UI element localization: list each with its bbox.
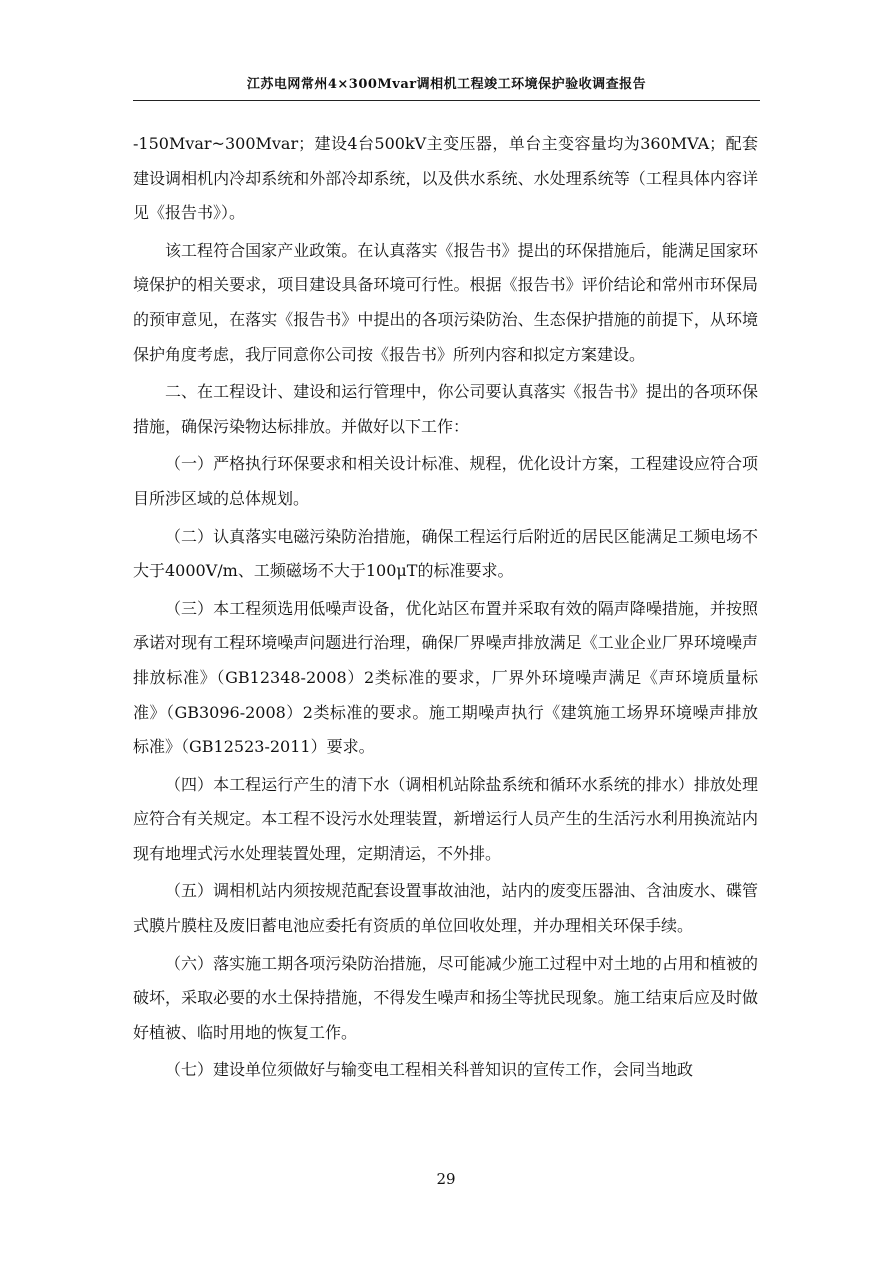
paragraph-continuation: -150Mvar~300Mvar；建设4台500kV主变压器，单台主变容量均为360MVA；配套建设调相机内冷却系统和外部冷却系统，以及供水系统、水处理系统等（工程具体内容详见《报告书》）。 xyxy=(133,134,758,223)
paragraph-item-5: （五）调相机站内须按规范配套设置事故油池，站内的废变压器油、含油废水、碟管式膜片膜柱及废旧蓄电池应委托有资质的单位回收处理，并办理相关环保手续。 xyxy=(133,881,758,936)
paragraph-item-2: （二）认真落实电磁污染防治措施，确保工程运行后附近的居民区能满足工频电场不大于4000V/m、工频磁场不大于100μT的标准要求。 xyxy=(133,526,758,581)
header-divider xyxy=(133,100,760,101)
paragraph-section-two: 二、在工程设计、建设和运行管理中，你公司要认真落实《报告书》提出的各项环保措施，确保污染物达标排放。并做好以下工作： xyxy=(133,382,758,436)
paragraph-item-1: （一）严格执行环保要求和相关设计标准、规程，优化设计方案，工程建设应符合项目所涉区域的总体规划。 xyxy=(133,454,758,508)
paragraph-item-4: （四）本工程运行产生的清下水（调相机站除盐系统和循环水系统的排水）排放处理应符合有关规定。本工程不设污水处理装置，新增运行人员产生的生活污水利用换流站内现有地埋式污水处理装置处理，定期清运，不外排。 xyxy=(133,774,758,863)
document-body xyxy=(133,127,758,1091)
paragraph-policy-compliance: 该工程符合国家产业政策。在认真落实《报告书》提出的环保措施后，能满足国家环境保护的相关要求，项目建设具备环境可行性。根据《报告书》评价结论和常州市环保局的预审意见，在落实《报告书》中提出的各项污染防治、生态保护措施的前提下，从环境保护角度考虑，我厅同意你公司按《报告书》所列内容和拟定方案建设。 xyxy=(133,240,758,364)
paragraph-item-3: （三）本工程须选用低噪声设备，优化站区布置并采取有效的隔声降噪措施，并按照承诺对现有工程环境噪声问题进行治理，确保厂界噪声排放满足《工业企业厂界环境噪声排放标准》（GB12348-2008）2类标准的要求，厂界外环境噪声满足《声环境质量标准》（GB3096-2008）2类标准的要求。施工期噪声执行《建筑施工场界环境噪声排放标准》（GB12523-2011）要求。 xyxy=(133,598,758,757)
page-number: 29 xyxy=(436,1170,456,1188)
paragraph-item-6: （六）落实施工期各项污染防治措施，尽可能减少施工过程中对土地的占用和植被的破坏，采取必要的水土保持措施，不得发生噪声和扬尘等扰民现象。施工结束后应及时做好植被、临时用地的恢复工作。 xyxy=(133,953,758,1042)
paragraph-item-7: （七）建设单位须做好与输变电工程相关科普知识的宣传工作，会同当地政 xyxy=(165,1060,694,1080)
running-header: 江苏电网常州4×300Mvar调相机工程竣工环境保护验收调查报告 xyxy=(246,77,647,92)
